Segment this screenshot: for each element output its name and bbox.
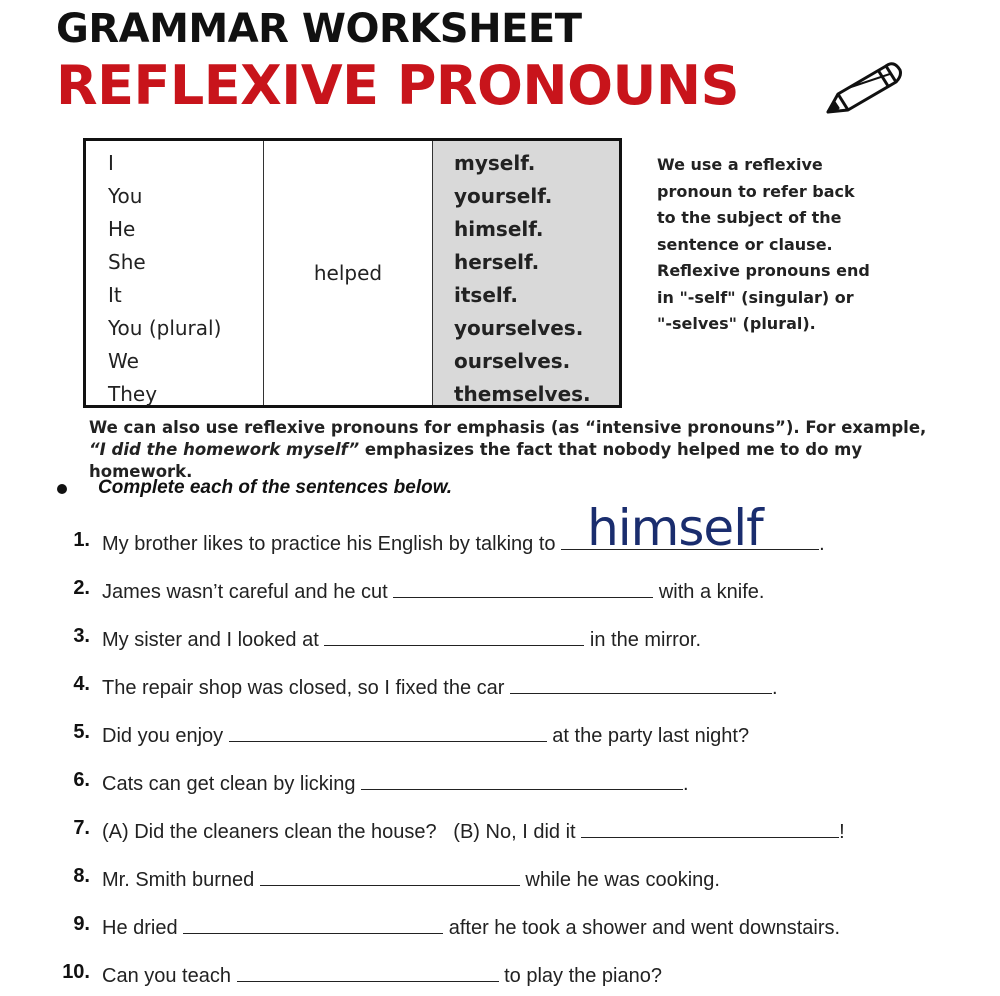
question-text-before: (A) Did the cleaners clean the house? (B) No, I did it [102,821,582,843]
subject-pronoun: It [108,283,122,307]
note-line: "-selves" (plural). [657,314,816,333]
answer-blank[interactable] [324,625,584,646]
pronoun-table [83,138,622,408]
question-text-after: while he was cooking. [519,869,720,891]
question-text [102,817,845,844]
subject-column [86,141,264,405]
question-text-after: . [771,677,778,699]
instruction: Complete each of the sentences below. [98,477,453,498]
question-7 [0,817,1000,847]
question-text [102,721,749,748]
question-text-after: in the mirror. [584,629,702,651]
question-text-before: My brother likes to practice his English by talking to [102,533,562,555]
worksheet-subtitle: REFLEXIVE PRONOUNS [56,54,739,117]
handwritten-answer: himself [587,499,763,557]
question-10 [0,961,1000,991]
reflexive-pronoun: ourselves. [454,349,571,373]
subject-pronoun: We [108,349,139,373]
question-number: 3. [73,625,90,647]
reflexive-pronoun: himself. [454,217,544,241]
question-number: 4. [73,673,90,695]
question-text-after: with a knife. [653,581,765,603]
emphasis-text-2: emphasizes the fact that nobody helped me to do my homework. [89,440,863,481]
question-text-after: after he took a shower and went downstairs. [443,917,841,939]
question-number: 9. [73,913,90,935]
question-3 [0,625,1000,655]
emphasis-paragraph [89,417,929,483]
pencil-icon [824,56,904,120]
verb-cell: helped [313,261,383,285]
answer-blank[interactable] [237,961,499,982]
answer-blank[interactable] [393,577,653,598]
question-number: 5. [73,721,90,743]
note-line: Reflexive pronouns end [657,261,870,280]
note-line: in "-self" (singular) or [657,287,854,307]
question-text-before: Can you teach [102,965,237,987]
bullet-icon [57,484,67,494]
answer-blank[interactable] [183,913,443,934]
question-text [102,961,662,988]
question-text-after: at the party last night? [546,725,750,747]
question-text-before: The repair shop was closed, so I fixed the car [102,677,510,699]
question-number: 7. [73,817,90,839]
question-text [102,577,764,604]
question-number: 8. [73,865,90,887]
question-text-before: James wasn’t careful and he cut [102,581,394,603]
reflexive-pronoun: herself. [454,250,540,274]
question-text-after: . [819,533,825,555]
question-text-before: Mr. Smith burned [102,869,260,891]
question-text-after: to play the piano? [498,965,662,987]
subject-pronoun: I [108,151,114,175]
subject-pronoun: You [108,184,143,208]
note-line: sentence or clause. [657,234,833,254]
question-9 [0,913,1000,943]
worksheet-title: GRAMMAR WORKSHEET [56,6,582,52]
question-text-before: He dried [102,917,184,939]
question-text-before: Did you enjoy [102,725,229,747]
note-line: to the subject of the [657,208,842,227]
question-text [102,499,825,557]
question-number: 1. [73,529,90,551]
question-number: 10. [62,961,90,983]
verb-column [264,141,433,405]
question-text [102,625,701,652]
question-2 [0,577,1000,607]
question-1 [0,499,1000,559]
note-line: pronoun to refer back [657,181,855,201]
reflexive-pronoun: themselves. [454,382,591,406]
question-text [102,913,840,940]
question-number: 6. [73,769,90,791]
question-text [102,769,689,796]
question-6 [0,769,1000,799]
answer-blank[interactable] [510,673,772,694]
question-8 [0,865,1000,895]
reflexive-column [433,141,619,405]
question-text-before: Cats can get clean by licking [102,773,362,795]
reflexive-pronoun: itself. [454,283,518,307]
subject-pronoun: You (plural) [108,316,222,340]
reflexive-note [657,152,887,338]
answer-blank[interactable] [581,817,839,838]
emphasis-text-1: We can also use reflexive pronouns for emphasis (as “intensive pronouns”). For example, [89,418,927,437]
question-4 [0,673,1000,703]
question-text [102,673,778,700]
question-text [102,865,720,892]
answer-blank[interactable] [260,865,520,886]
reflexive-pronoun: yourselves. [454,316,584,340]
question-text-before: My sister and I looked at [102,629,325,651]
subject-pronoun: He [108,217,136,241]
emphasis-example: “I did the homework myself” [89,440,360,459]
question-number: 2. [73,577,90,599]
reflexive-pronoun: myself. [454,151,536,175]
reflexive-pronoun: yourself. [454,184,553,208]
answer-blank[interactable] [229,721,547,742]
question-5 [0,721,1000,751]
subject-pronoun: They [108,382,158,406]
answer-blank[interactable] [361,769,683,790]
note-line: We use a reflexive [657,155,823,174]
answer-blank[interactable] [561,499,819,557]
question-text-after: ! [839,821,845,843]
question-text-after: . [683,773,689,795]
subject-pronoun: She [108,250,146,274]
